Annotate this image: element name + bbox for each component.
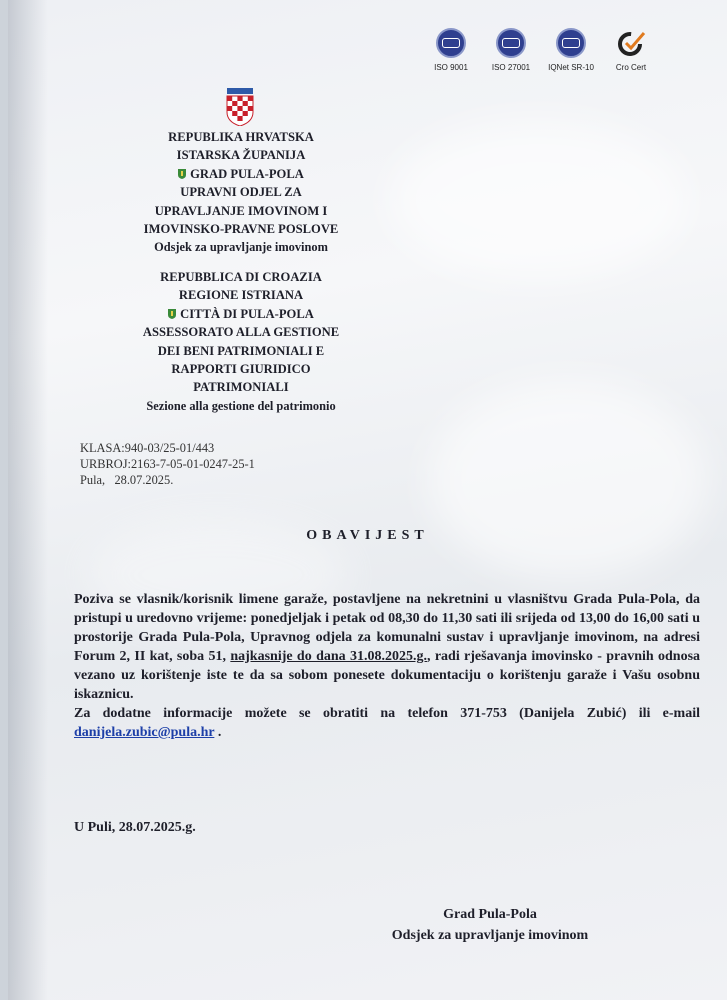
cert-crocert xyxy=(608,28,654,72)
document-sheet xyxy=(8,0,727,1000)
header-line: REPUBBLICA DI CROAZIA xyxy=(160,270,322,284)
email-link[interactable]: danijela.zubic@pula.hr xyxy=(74,725,215,740)
signature-line: Grad Pula-Pola xyxy=(443,907,537,922)
contact-paragraph xyxy=(74,704,700,742)
body-text: Poziva se vlasnik/korisnik limene garaže, postavljene na nekretnini u vlasništvu Grada Pula-Pola, da pristupi u uredovno vrijeme: ponedjeljak i petak od 08,30 do 11,30 sati ili srijeda od 13,00 do 16,00 sati u prostorije Grada Pula-Pola, Upravnog odjela za komunalni sustav i upravljanje imovinom, na adresi Forum 2, II kat, soba 51, xyxy=(74,592,700,664)
iqnet-icon xyxy=(556,28,586,58)
header-line: UPRAVNI ODJEL ZA xyxy=(180,185,302,200)
header-line: GRAD PULA-POLA xyxy=(190,166,304,181)
iqnet-icon xyxy=(496,28,526,58)
contact-text: . xyxy=(217,725,222,740)
notice-body xyxy=(74,590,700,742)
header-line: IMOVINSKO-PRAVNE POSLOVE xyxy=(143,222,339,237)
header-line: DEI BENI PATRIMONIALI E xyxy=(157,343,325,358)
header-line: PATRIMONIALI xyxy=(193,380,289,395)
certification-logos xyxy=(428,28,654,72)
header-line: UPRAVLJANJE IMOVINOM I xyxy=(154,203,328,218)
document-title: OBAVIJEST xyxy=(306,528,429,543)
reference-block xyxy=(80,440,255,488)
header-line: ASSESSORATO ALLA GESTIONE xyxy=(142,325,340,340)
signature-block xyxy=(350,904,630,946)
header-city-line xyxy=(116,305,366,323)
deadline: najkasnije do dana 31.08.2025.g. xyxy=(230,649,427,664)
body-text: , radi rješavanja imovinsko - pravnih odnosa vezano uz korištenje iste te da sa sobom ponesete dokumentaciju o korištenju garaže i Vašu osobnu iskaznicu. xyxy=(74,649,701,702)
cert-label: Cro Cert xyxy=(615,63,647,72)
iqnet-icon xyxy=(436,28,466,58)
date: 28.07.2025. xyxy=(114,473,174,487)
glare xyxy=(388,120,688,280)
header-croatian xyxy=(116,128,366,257)
cert-iso9001 xyxy=(428,28,474,72)
urbroj: URBROJ:2163-7-05-01-0247-25-1 xyxy=(80,457,255,471)
place-and-date xyxy=(80,472,255,488)
header-italian xyxy=(116,268,366,415)
pula-shield-icon xyxy=(168,309,176,319)
header-line: CITTÀ DI PULA-POLA xyxy=(180,306,314,321)
cert-iso27001 xyxy=(488,28,534,72)
place: Pula, xyxy=(80,473,106,487)
signature-line: Odsjek za upravljanje imovinom xyxy=(391,928,589,943)
header-line: REGIONE ISTRIANA xyxy=(178,288,304,303)
crocert-logo-icon xyxy=(616,28,646,58)
cert-label: IQNet SR-10 xyxy=(548,63,594,72)
notice-paragraph xyxy=(74,590,700,704)
header-line: ISTARSKA ŽUPANIJA xyxy=(176,148,306,163)
closing-place-date: U Puli, 28.07.2025.g. xyxy=(74,820,196,835)
header-line: RAPPORTI GIURIDICO xyxy=(171,362,311,377)
header-line: Sezione alla gestione del patrimonio xyxy=(146,398,336,413)
cert-label: ISO 27001 xyxy=(491,63,531,72)
cert-iqnet-sr10 xyxy=(548,28,594,72)
contact-text: Za dodatne informacije možete se obratiti na telefon 371-753 (Danijela Zubić) ili e-mail xyxy=(74,706,700,721)
cert-label: ISO 9001 xyxy=(434,63,468,72)
croatian-coat-of-arms-icon xyxy=(225,88,255,126)
photo-shadow xyxy=(8,0,48,1000)
klasa: KLASA:940-03/25-01/443 xyxy=(80,441,215,455)
header-line: Odsjek za upravljanje imovinom xyxy=(154,240,328,255)
glare xyxy=(428,380,708,580)
header-city-line xyxy=(116,165,366,183)
header-line: REPUBLIKA HRVATSKA xyxy=(168,130,314,144)
pula-shield-icon xyxy=(178,169,186,179)
